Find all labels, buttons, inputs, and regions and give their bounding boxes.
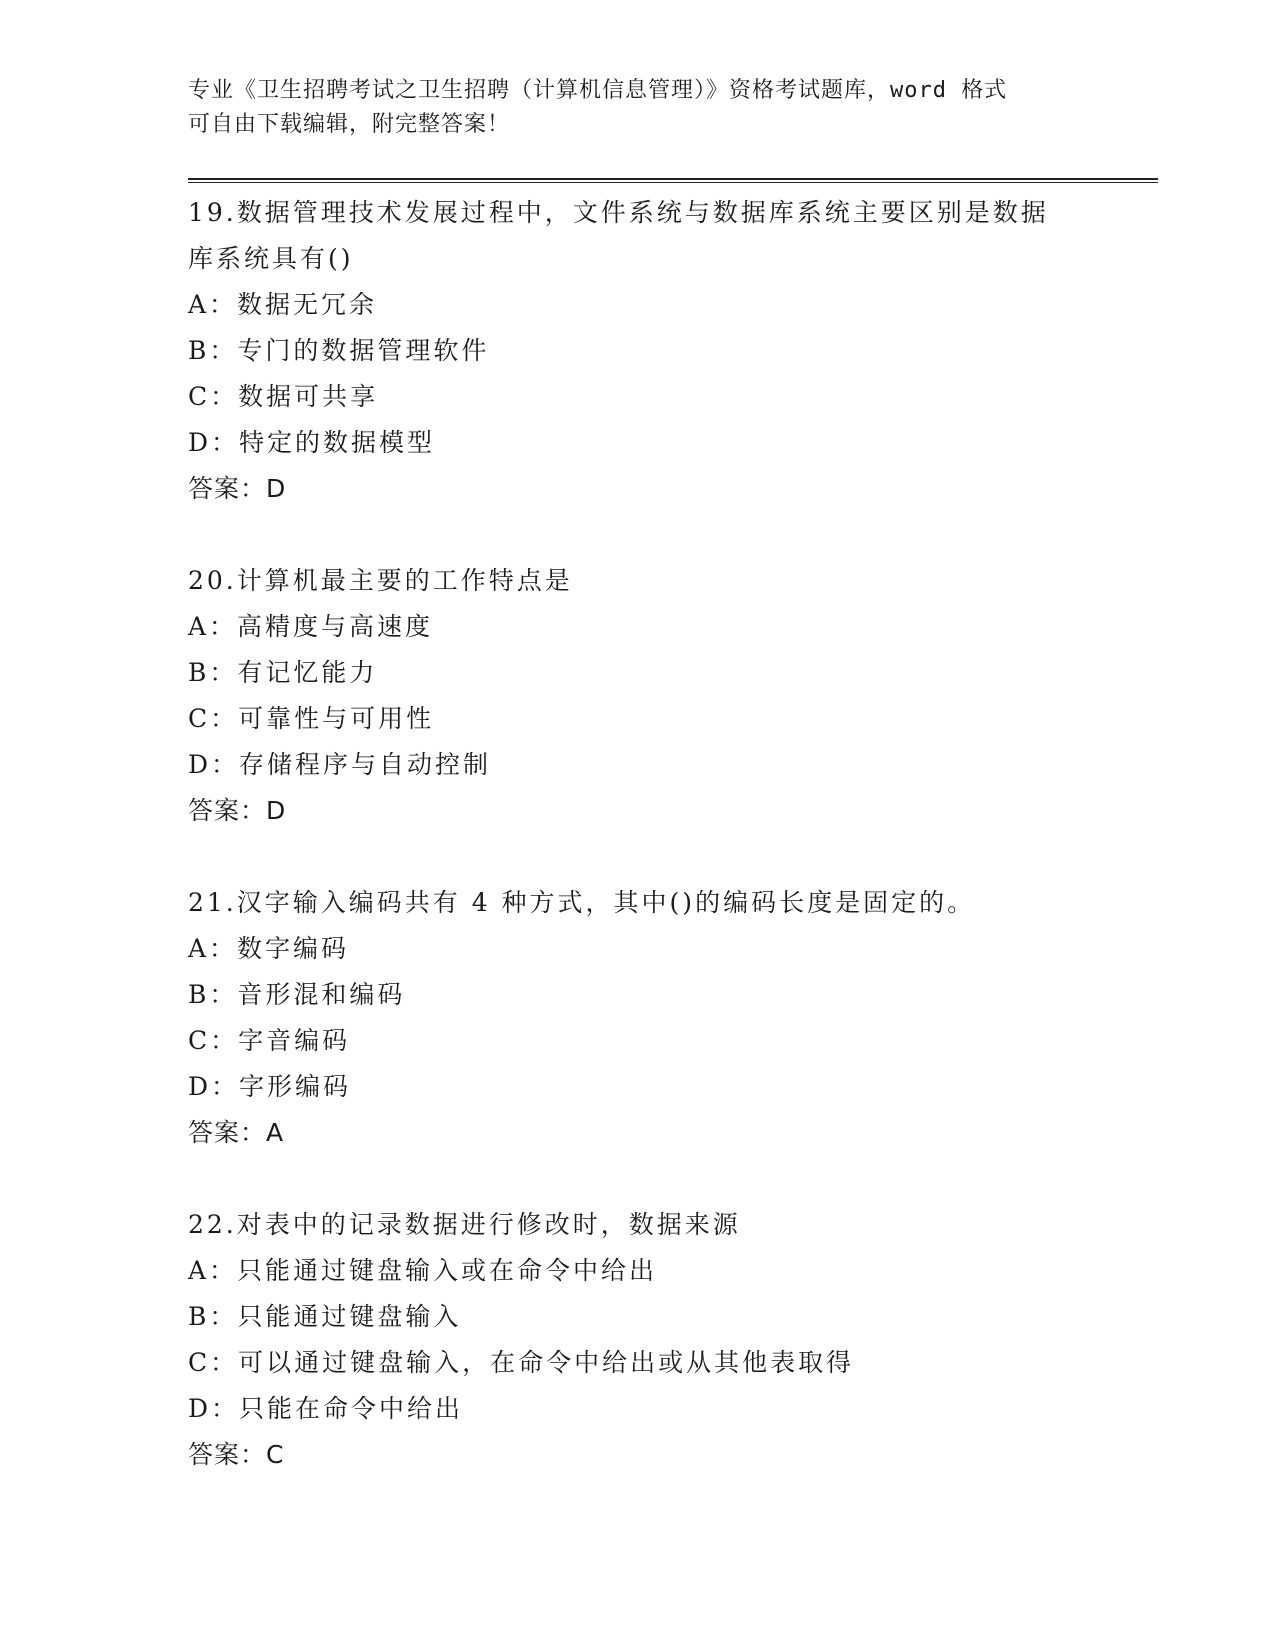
option-c: C：可以通过键盘输入，在命令中给出或从其他表取得 (188, 1348, 855, 1377)
option-d: D：存储程序与自动控制 (188, 750, 492, 779)
option-a: A：只能通过键盘输入或在命令中给出 (188, 1256, 658, 1285)
answer-label: 答案：D (188, 796, 287, 825)
question-21 (188, 880, 1148, 1156)
option-c: C：可靠性与可用性 (188, 704, 435, 733)
option-a: A：数据无冗余 (188, 290, 378, 319)
answer-label: 答案：D (188, 474, 287, 503)
option-c: C：字音编码 (188, 1026, 351, 1055)
header-line-1: 专业《卫生招聘考试之卫生招聘（计算机信息管理）》资格考试题库，word 格式 (188, 78, 1008, 103)
question-20 (188, 558, 1148, 834)
answer-label: 答案：C (188, 1440, 285, 1469)
option-b: B：只能通过键盘输入 (188, 1302, 462, 1331)
document-header (188, 74, 1088, 142)
option-d: D：字形编码 (188, 1072, 352, 1101)
option-b: B：专门的数据管理软件 (188, 336, 490, 365)
option-d: D：只能在命令中给出 (188, 1394, 464, 1423)
header-divider (188, 178, 1158, 183)
question-stem: 21.汉字输入编码共有 4 种方式，其中()的编码长度是固定的。 (188, 888, 976, 917)
question-stem: 22.对表中的记录数据进行修改时，数据来源 (188, 1210, 741, 1239)
question-list (188, 190, 1148, 1524)
question-19 (188, 190, 1148, 512)
option-b: B：有记忆能力 (188, 658, 378, 687)
option-c: C：数据可共享 (188, 382, 379, 411)
option-a: A：数字编码 (188, 934, 350, 963)
question-22 (188, 1202, 1148, 1478)
question-stem: 19.数据管理技术发展过程中，文件系统与数据库系统主要区别是数据 (188, 198, 1049, 227)
question-stem: 库系统具有() (188, 244, 354, 273)
option-a: A：高精度与高速度 (188, 612, 434, 641)
answer-label: 答案：A (188, 1118, 285, 1147)
question-stem: 20.计算机最主要的工作特点是 (188, 566, 573, 595)
option-b: B：音形混和编码 (188, 980, 406, 1009)
option-d: D：特定的数据模型 (188, 428, 436, 457)
header-line-2: 可自由下载编辑，附完整答案！ (188, 112, 511, 137)
